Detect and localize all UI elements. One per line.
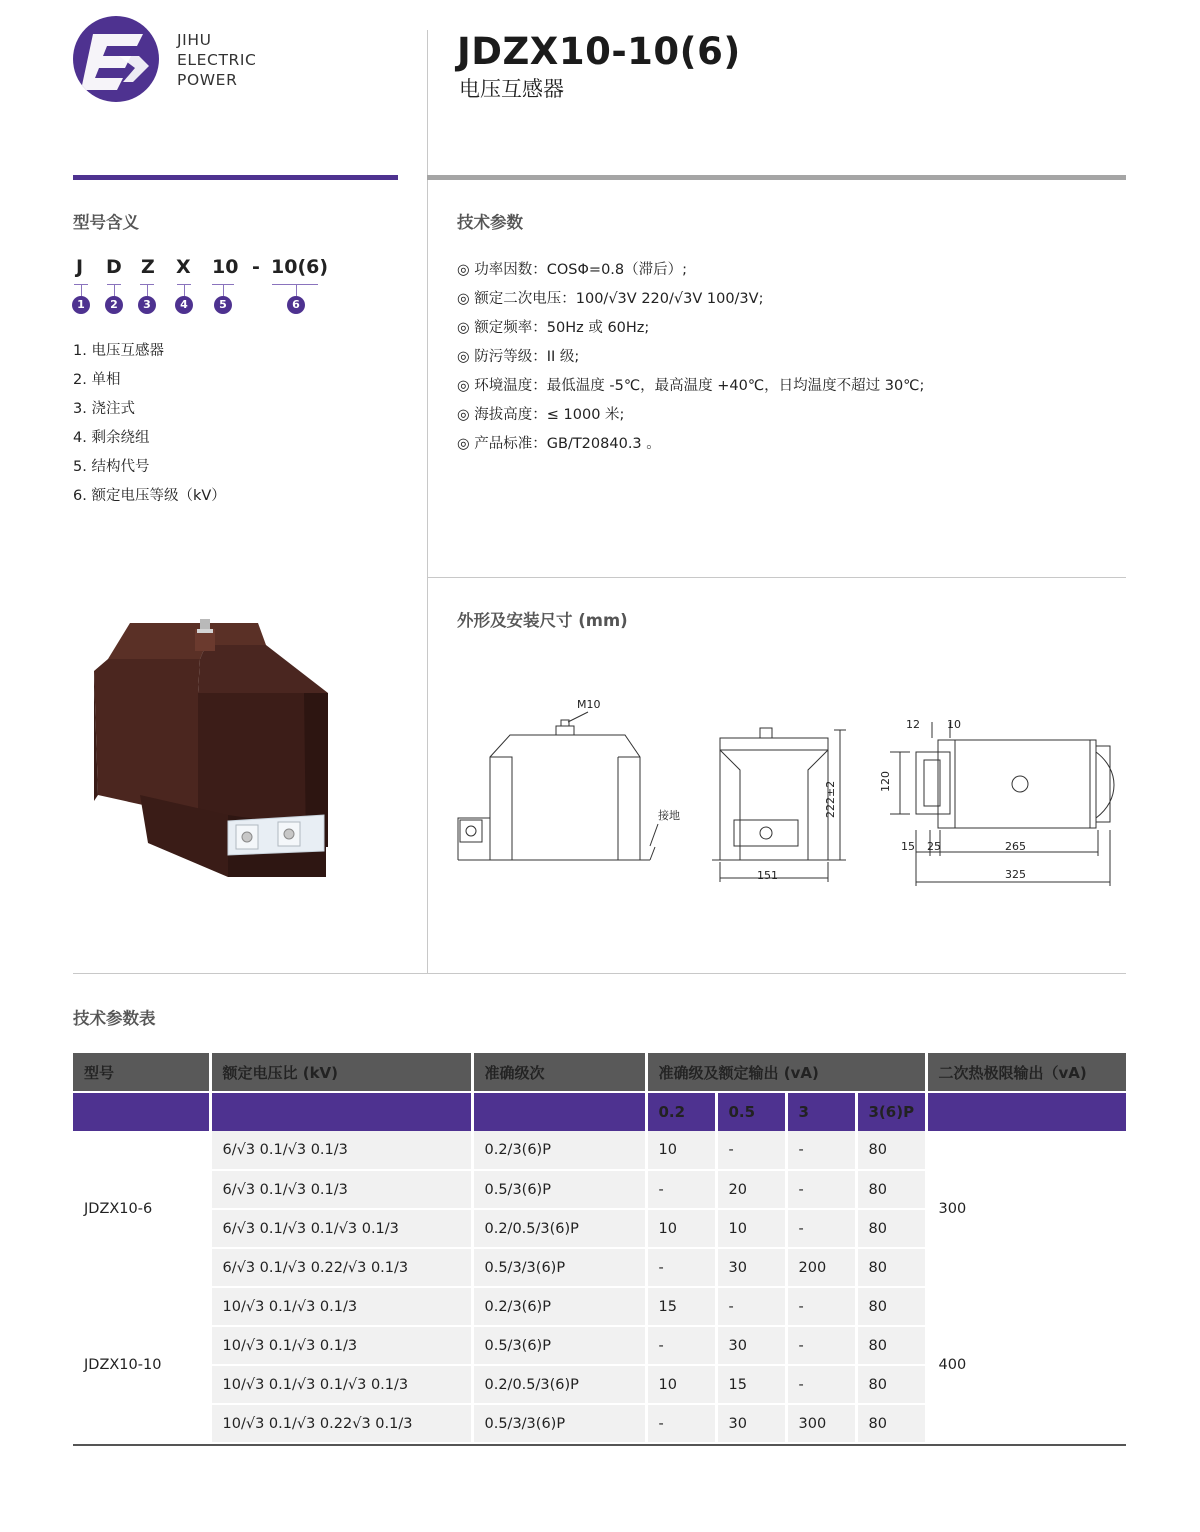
subheader-0-2: 0.2 [646, 1092, 716, 1131]
meaning-item-1: 1. 电压互感器 [73, 343, 164, 359]
page-title: JDZX10-10(6) [457, 30, 741, 73]
label-d15: 15 [901, 840, 915, 853]
left-accent-bar [73, 175, 398, 180]
param-item-4: ◎ 防污等级：II 级; [457, 349, 580, 365]
param-item-5: ◎ 环境温度：最低温度 -5℃，最高温度 +40℃，日均温度不超过 30℃; [457, 378, 925, 394]
param-item-6: ◎ 海拔高度：≤ 1000 米; [457, 407, 625, 423]
code-tick [114, 284, 115, 296]
table-header-row [73, 1053, 1126, 1092]
table-row: 10/√3 0.1/√3 0.1/√3 0.1/3 0.2/0.5/3(6)P 10 15 - 80 [73, 1365, 1126, 1404]
header-thermal-limit: 二次热极限输出（vA) [926, 1053, 1126, 1092]
cell-thermal: 300 [926, 1131, 1126, 1287]
label-d25: 25 [927, 840, 941, 853]
code-number-1: 1 [72, 296, 90, 314]
side-view [712, 728, 836, 860]
code-tick [184, 284, 185, 296]
table-heading: 技术参数表 [73, 1009, 156, 1028]
label-m10: M10 [577, 698, 601, 711]
table-row: 10/√3 0.1/√3 0.1/3 0.5/3(6)P - 30 - 80 [73, 1326, 1126, 1365]
code-number-5: 5 [214, 296, 232, 314]
section-divider [427, 577, 1126, 578]
cell-thermal: 400 [926, 1287, 1126, 1443]
brand-line-3: POWER [177, 71, 238, 89]
label-ground: 接地 [658, 809, 680, 822]
label-d10: 10 [947, 718, 961, 731]
code-part-z: Z [141, 256, 155, 278]
code-tick [81, 284, 82, 296]
label-d265: 265 [1005, 840, 1026, 853]
code-number-2: 2 [105, 296, 123, 314]
code-tick [296, 284, 297, 296]
code-tick [147, 284, 148, 296]
table-bottom-rule [73, 1444, 1126, 1446]
label-d120: 120 [879, 771, 892, 792]
table-row: 10/√3 0.1/√3 0.22√3 0.1/3 0.5/3/3(6)P - 30 300 80 [73, 1404, 1126, 1443]
label-d325: 325 [1005, 868, 1026, 881]
code-number-6: 6 [287, 296, 305, 314]
code-part-d: D [106, 256, 122, 278]
param-item-2: ◎ 额定二次电压：100/√3V 220/√3V 100/3V; [457, 291, 764, 307]
param-item-7: ◎ 产品标准：GB/T20840.3 。 [457, 436, 661, 452]
label-h222: 222±2 [824, 780, 837, 818]
logo-mark-icon [73, 16, 159, 102]
table-row: 6/√3 0.1/√3 0.22/√3 0.1/3 0.5/3/3(6)P - 30 200 80 [73, 1248, 1126, 1287]
spec-table [73, 1053, 1128, 1444]
code-number-3: 3 [138, 296, 156, 314]
code-number-4: 4 [175, 296, 193, 314]
subheader-0-5: 0.5 [716, 1092, 786, 1131]
param-item-3: ◎ 额定频率：50Hz 或 60Hz; [457, 320, 650, 336]
meaning-item-4: 4. 剩余绕组 [73, 430, 150, 446]
table-row: JDZX10-6 6/√3 0.1/√3 0.1/3 0.2/3(6)P 10 - - 80 300 [73, 1131, 1126, 1170]
front-view [458, 720, 655, 860]
table-row: 6/√3 0.1/√3 0.1/3 0.5/3(6)P - 20 - 80 [73, 1170, 1126, 1209]
header-model: 型号 [73, 1053, 210, 1092]
table-row: 6/√3 0.1/√3 0.1/√3 0.1/3 0.2/0.5/3(6)P 10 10 - 80 [73, 1209, 1126, 1248]
code-tick [223, 284, 224, 296]
cell-model: JDZX10-6 [73, 1131, 210, 1287]
model-meaning-heading: 型号含义 [73, 213, 139, 232]
code-part-j: J [76, 256, 84, 278]
column-divider [427, 30, 428, 974]
brand-logo [73, 16, 159, 102]
dimension-drawing [450, 690, 1130, 890]
page-subtitle: 电压互感器 [459, 77, 564, 101]
param-item-1: ◎ 功率因数：COSΦ=0.8（滞后）; [457, 262, 688, 278]
meaning-item-2: 2. 单相 [73, 372, 121, 388]
header-accuracy-class: 准确级次 [472, 1053, 646, 1092]
tech-params-heading: 技术参数 [457, 213, 523, 232]
label-w151: 151 [757, 869, 778, 882]
meaning-item-3: 3. 浇注式 [73, 401, 135, 417]
header-voltage-ratio: 额定电压比 (kV) [210, 1053, 472, 1092]
code-tick [272, 284, 318, 285]
subheader-3: 3 [786, 1092, 856, 1131]
brand-line-1: JIHU [177, 31, 212, 49]
product-photo [88, 615, 338, 885]
label-d12: 12 [906, 718, 920, 731]
meaning-item-6: 6. 额定电压等级（kV） [73, 488, 226, 504]
dimensions-heading: 外形及安装尺寸 (mm) [457, 611, 628, 630]
brand-line-2: ELECTRIC [177, 51, 257, 69]
code-part-10-6: 10(6) [271, 256, 329, 278]
header-rated-output: 准确级及额定输出 (vA) [646, 1053, 926, 1092]
table-subheader-row [73, 1092, 1126, 1131]
table-row: JDZX10-10 10/√3 0.1/√3 0.1/3 0.2/3(6)P 15 - - 80 400 [73, 1287, 1126, 1326]
section-divider [73, 973, 1126, 974]
right-accent-bar [427, 175, 1126, 180]
cell-model: JDZX10-10 [73, 1287, 210, 1443]
code-part-dash: - [252, 256, 260, 278]
top-view [916, 740, 1114, 828]
meaning-item-5: 5. 结构代号 [73, 459, 150, 475]
subheader-3-6p: 3(6)P [856, 1092, 926, 1131]
code-part-x: X [176, 256, 191, 278]
code-part-10: 10 [212, 256, 239, 278]
